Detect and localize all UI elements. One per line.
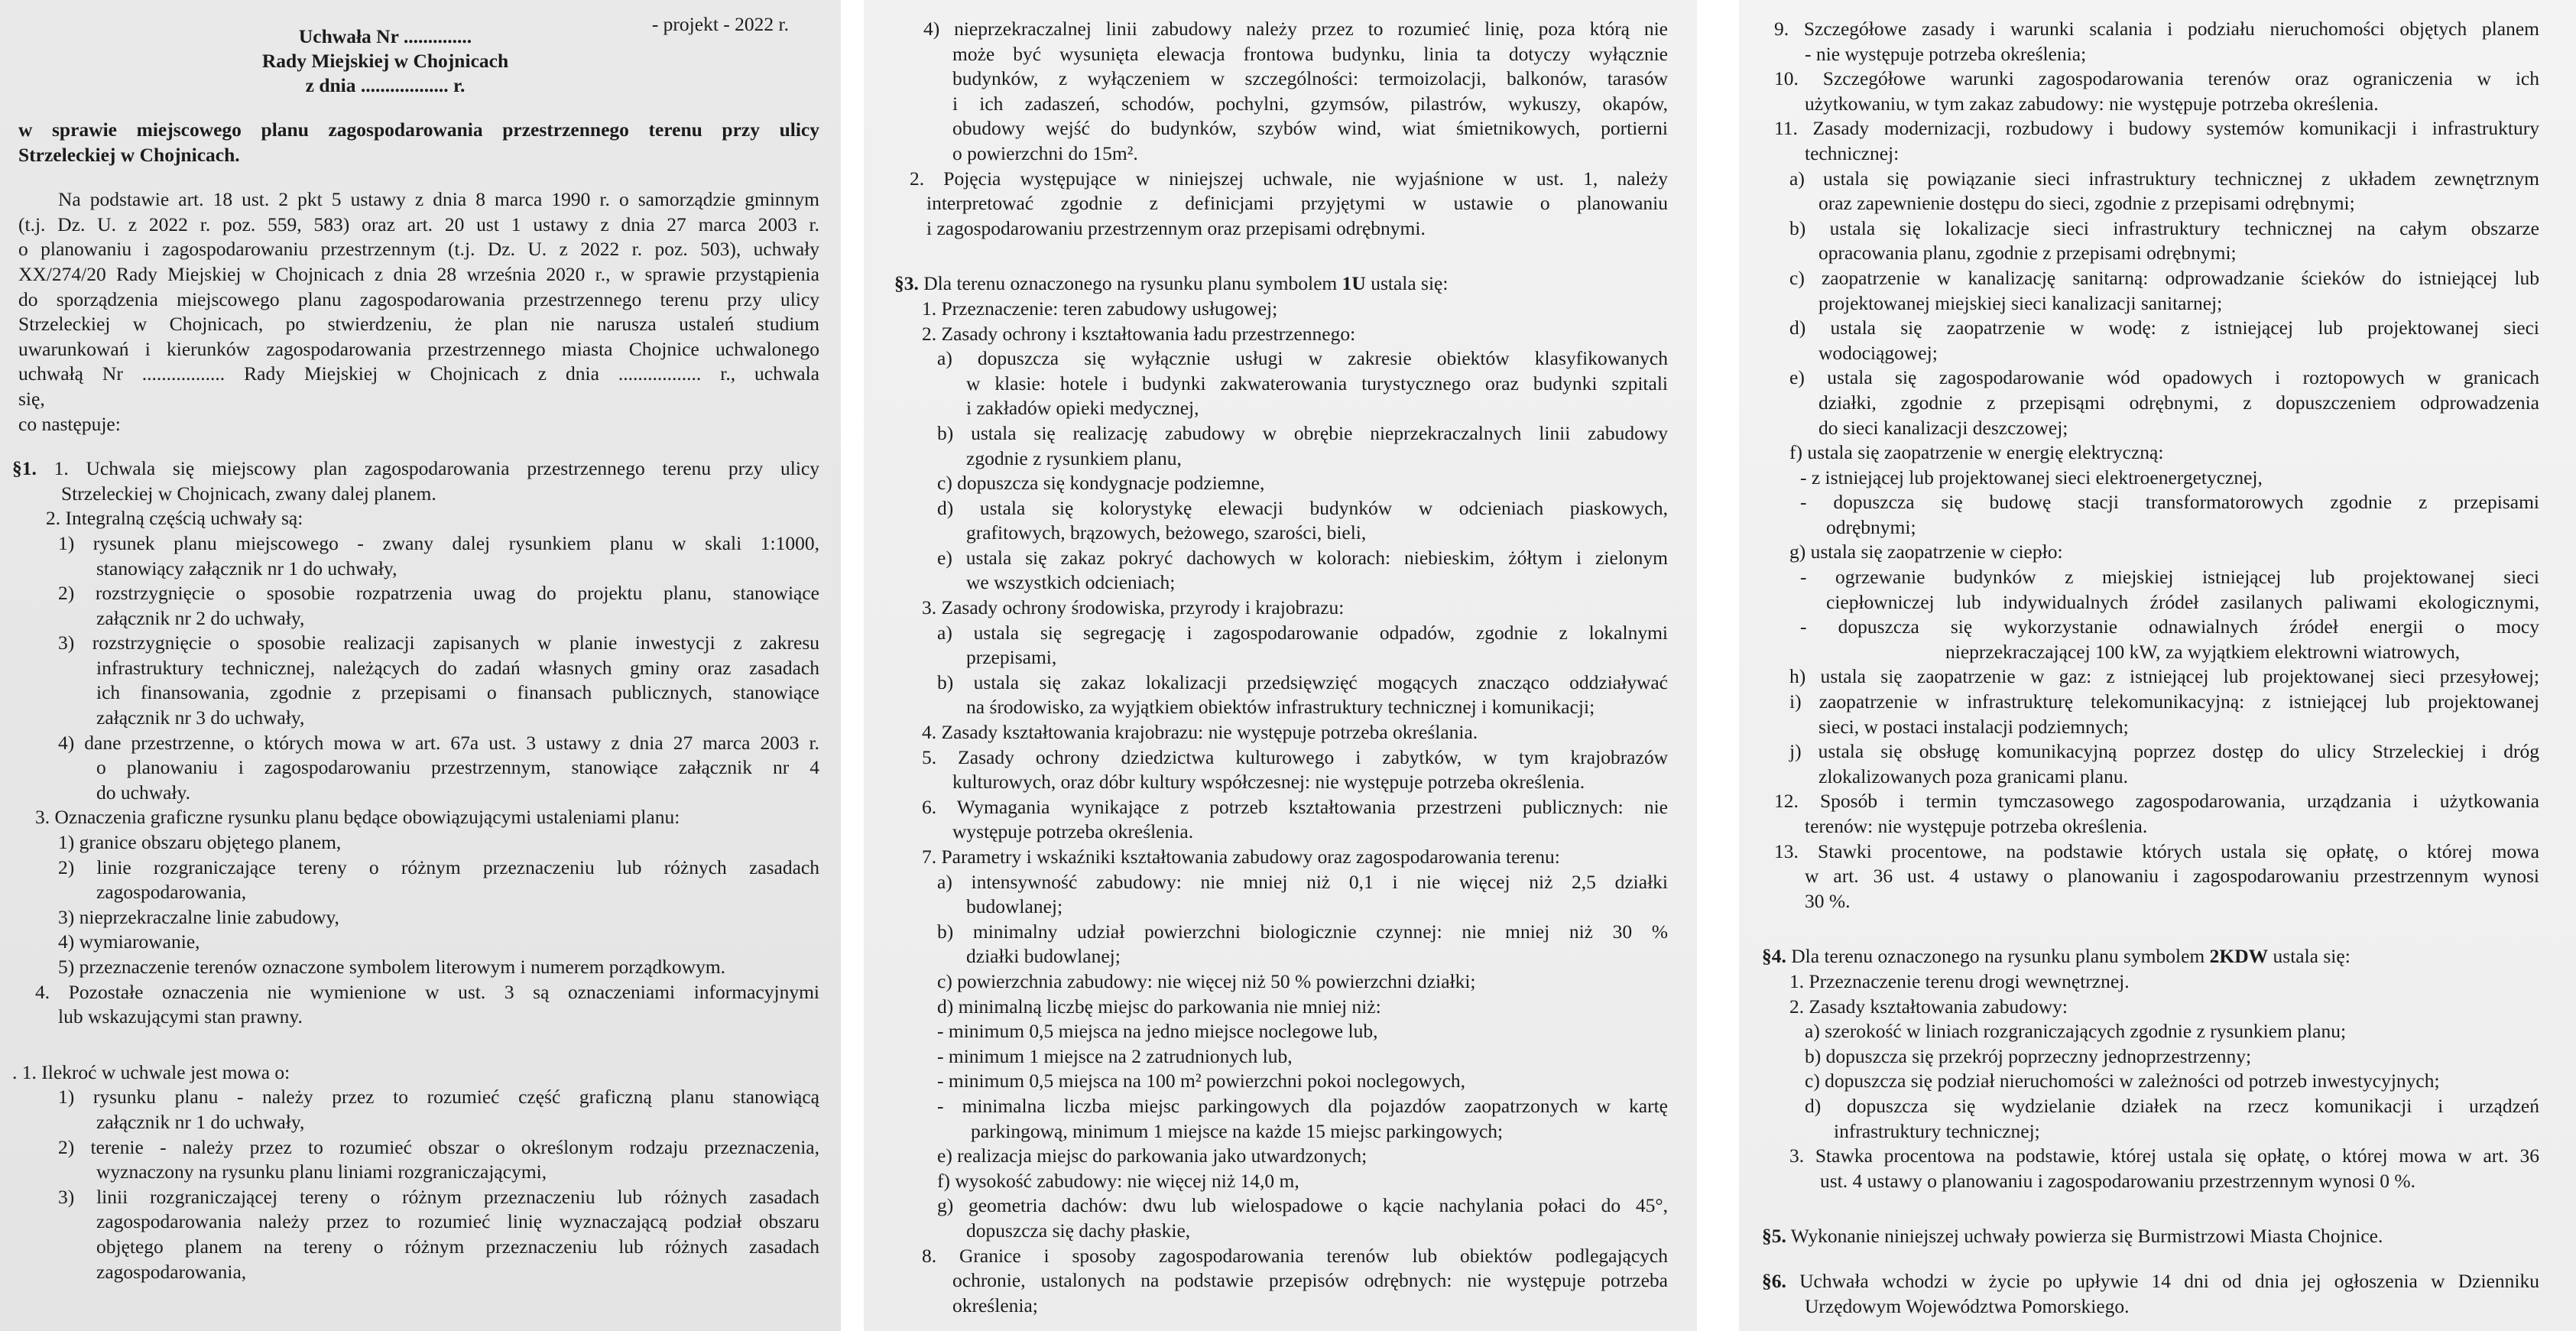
paragraph-3-line: 3. Zasady ochrony środowiska, przyrody i krajobrazu:: [922, 596, 1345, 619]
paragraph-1-line: 3. Oznaczenia graficzne rysunku planu będące obowiązującymi ustaleniami planu:: [35, 806, 680, 829]
preamble-line: się,: [18, 387, 45, 410]
paragraph-6: Urzędowym Województwa Pomorskiego.: [1805, 1294, 2130, 1317]
paragraph-3-line: 1. Przeznaczenie: teren zabudowy usługowej;: [922, 297, 1278, 320]
paragraph-3-line: 8. Granice i sposoby zagospodarowania terenów lub obiektów podlegających: [922, 1244, 1668, 1267]
paragraph-3-heading: §3. Dla terenu oznaczonego na rysunku planu symbolem 1U ustala się:: [894, 272, 1449, 295]
paragraph-3-line: f) wysokość zabudowy: nie więcej niż 14,0 m,: [937, 1169, 1299, 1192]
paragraph-2-line: 1) rysunku planu - należy przez to rozumieć część graficzną planu stanowiącą: [58, 1086, 819, 1109]
paragraph-2-line: załącznik nr 1 do uchwały,: [96, 1110, 305, 1133]
paragraph-3-line: a) ustala się powiązanie sieci infrastruktury technicznej z układem zewnętrznym: [1789, 167, 2539, 190]
paragraph-3-line: b) ustala się realizację zabudowy w obrębie nieprzekraczalnych linii zabudowy: [937, 421, 1668, 444]
paragraph-3-line: a) dopuszcza się wyłącznie usługi w zakresie obiektów klasyfikowanych: [937, 347, 1668, 370]
paragraph-3-line: działki, zgodnie z przepisąmi odrębnymi, z dopuszczeniem odprowadzenia: [1818, 391, 2539, 414]
paragraph-3-line: 10. Szczegółowe warunki zagospodarowania terenów oraz ograniczenia w ich: [1774, 67, 2539, 90]
paragraph-1-line: 3) rozstrzygnięcie o sposobie realizacji zapisanych w planie inwestycji z zakresu: [58, 631, 819, 654]
paragraph-1-line: 1) granice obszaru objętego planem,: [58, 831, 342, 854]
paragraph-3-line: technicznej:: [1805, 141, 1900, 164]
paragraph-3-line: j) ustala się obsługę komunikacyjną poprzez dostęp do ulicy Strzeleckiej i dróg: [1789, 740, 2539, 763]
paragraph-3-line: - minimum 0,5 miejsca na 100 m² powierzchni pokoi noclegowych,: [937, 1070, 1466, 1092]
paragraph-3-line: g) geometria dachów: dwu lub wielospadowe o kącie nachylania połaci do 45°,: [937, 1194, 1668, 1217]
paragraph-3-line: grafitowych, brązowych, beżowego, szarości, bieli,: [966, 521, 1367, 544]
paragraph-2-line: . 1. Ilekroć w uchwale jest mowa o:: [12, 1060, 290, 1083]
paragraph-3-line: 11. Zasady modernizacji, rozbudowy i budowy systemów komunikacji i infrastruktury: [1774, 117, 2539, 140]
paragraph-3-line: e) ustala się zagospodarowanie wód opadowych i roztopowych w granicach: [1789, 366, 2539, 389]
paragraph-4-line: 2. Zasady kształtowania zabudowy:: [1789, 995, 2068, 1018]
document-page-3: [1739, 0, 2576, 1331]
paragraph-3-line: a) intensywność zabudowy: nie mniej niż 0,1 i nie więcej niż 2,5 działki: [937, 870, 1668, 893]
resolution-title-line: w sprawie miejscowego planu zagospodarowania przestrzennego terenu przy ulicy: [18, 118, 819, 141]
paragraph-1-line: 1) rysunek planu miejscowego - zwany dalej rysunkiem planu w skali 1:1000,: [58, 531, 819, 554]
paragraph-3-line: przepisami,: [966, 646, 1057, 669]
paragraph-3-line: 12. Sposób i termin tymczasowego zagospodarowania, urządzania i użytkowania: [1774, 790, 2539, 813]
paragraph-3-line: - minimalna liczba miejsc parkingowych dla pojazdów zaopatrzonych w kartę: [937, 1094, 1668, 1117]
preamble-line: (t.j. Dz. U. z 2022 r. poz. 559, 583) oraz art. 20 ust 1 ustawy z dnia 27 marca 2003 r.: [18, 213, 819, 235]
paragraph-3-line: oraz zapewnienie dostępu do sieci, zgodnie z przepisami odrębnymi;: [1818, 192, 2355, 215]
paragraph-3-line: a) ustala się segregację i zagospodarowanie odpadów, zgodnie z lokalnymi: [937, 621, 1668, 644]
paragraph-1-line: załącznik nr 2 do uchwały,: [96, 606, 305, 629]
paragraph-3-line: parkingową, minimum 1 miejsce na każde 15 miejsc parkingowych;: [971, 1119, 1504, 1142]
paragraph-3-line: zgodnie z rysunkiem planu,: [966, 446, 1182, 469]
page-gap: [841, 0, 864, 1331]
paragraph-4-line: 3. Stawka procentowa na podstawie, której ustala się opłatę, o której mowa w art. 36: [1789, 1144, 2539, 1167]
paragraph-3-line: ciepłowniczej lub indywidualnych źródeł zasilanych paliwami ekologicznymi,: [1826, 590, 2539, 613]
paragraph-3-line: 4. Zasady kształtowania krajobrazu: nie występuje potrzeba określania.: [922, 721, 1478, 744]
paragraph-3-line: 5. Zasady ochrony dziedzictwa kulturowego i zabytków, w tym krajobrazów: [922, 745, 1668, 768]
paragraph-1-line: o planowaniu i zagospodarowaniu przestrzennym, stanowiące załącznik nr 4: [96, 756, 819, 779]
definition-line: może być wysunięta elewacja frontowa budynku, linia ta dotyczy wyłącznie: [952, 42, 1668, 65]
definition-line: obudowy wejść do budynków, szybów wind, wiat śmietnikowych, portierni: [952, 117, 1668, 140]
paragraph-1-line: 2) rozstrzygnięcie o sposobie rozpatrzenia uwag do projektu planu, stanowiące: [58, 582, 819, 605]
resolution-date: z dnia .................. r.: [305, 74, 466, 96]
paragraph-3-line: - dopuszcza się budowę stacji transformatorowych zgodnie z przepisami: [1800, 491, 2539, 514]
paragraph-3-line: projektowanej miejskiej sieci kanalizacji sanitarnej;: [1818, 291, 2223, 314]
preamble-line: Strzeleckiej w Chojnicach, po stwierdzeniu, że plan nie narusza ustaleń studium: [18, 313, 819, 336]
paragraph-3-line: użytkowaniu, w tym zakaz zabudowy: nie występuje potrzeba określenia.: [1805, 92, 2379, 115]
paragraph-3-line: - minimum 1 miejsce na 2 zatrudnionych lub,: [937, 1044, 1293, 1067]
paragraph-3-line: występuje potrzeba określenia.: [952, 820, 1194, 843]
paragraph-4-line: infrastruktury technicznej;: [1834, 1119, 2040, 1142]
paragraph-3-line: g) ustala się zaopatrzenie w ciepło:: [1789, 541, 2063, 563]
paragraph-1-line: 4) dane przestrzenne, o których mowa w art. 67a ust. 3 ustawy z dnia 27 marca 2003 r.: [58, 731, 819, 754]
paragraph-3-line: i zakładów opieki medycznej,: [966, 397, 1199, 420]
paragraph-3-line: d) minimalną liczbę miejsc do parkowania nie mniej niż:: [937, 995, 1381, 1018]
paragraph-3-line: na środowisko, za wyjątkiem obiektów infrastruktury technicznej i komunikacji;: [966, 696, 1595, 719]
draft-marker: - projekt - 2022 r.: [651, 13, 789, 35]
paragraph-3-line: 13. Stawki procentowe, na podstawie których ustala się opłatę, o której mowa: [1774, 839, 2539, 862]
paragraph-4-line: b) dopuszcza się przekrój poprzeczny jednoprzestrzenny;: [1805, 1044, 2252, 1067]
paragraph-1-line: §1. 1. Uchwala się miejscowy plan zagospodarowania przestrzennego terenu przy ulicy: [12, 457, 819, 480]
preamble-line: o planowaniu i zagospodarowaniu przestrzennym (t.j. Dz. U. z 2022 r. poz. 503), uchwały: [18, 238, 819, 261]
preamble-line: co następuje:: [18, 412, 121, 435]
paragraph-3-line: opracowania planu, zgodnie z przepisami odrębnymi;: [1818, 242, 2237, 265]
paragraph-3-line: - dopuszcza się wykorzystanie odnawialnych źródeł energii o mocy: [1800, 615, 2539, 638]
paragraph-3-line: h) ustala się zaopatrzenie w gaz: z istniejącej lub projektowanej sieci przesyłowej;: [1789, 665, 2539, 688]
definition-line: 4) nieprzekraczalnej linii zabudowy należy przez to rozumieć linię, poza którą nie: [923, 18, 1668, 40]
paragraph-6: §6. Uchwała wchodzi w życie po upływie 14 dni od dnia jej ogłoszenia w Dzienniku: [1762, 1269, 2539, 1292]
paragraph-2-line: zagospodarowania należy przez to rozumieć linię wyznaczającą podział obszaru: [96, 1210, 819, 1233]
resolution-header: [12, 13, 819, 107]
paragraph-2-line: wyznaczony na rysunku planu liniami rozgraniczającymi,: [96, 1161, 547, 1183]
paragraph-4-heading: §4. Dla terenu oznaczonego na rysunku planu symbolem 2KDW ustala się:: [1762, 945, 2351, 968]
resolution-number: Uchwała Nr ..............: [298, 25, 472, 47]
preamble-line: XX/274/20 Rady Miejskiej w Chojnicach z dnia 28 września 2020 r., w sprawie przystąpienia: [18, 262, 819, 285]
paragraph-2-line: zagospodarowania,: [96, 1260, 247, 1283]
paragraph-4-line: ust. 4 ustawy o planowaniu i zagospodarowaniu przestrzennym wynosi 0 %.: [1820, 1169, 2416, 1192]
paragraph-3-line: sieci, w postaci instalacji podziemnych;: [1818, 715, 2129, 738]
definition-line: i zagospodarowaniu przestrzennym oraz przepisami odrębnymi.: [926, 216, 1426, 239]
paragraph-3-line: - ogrzewanie budynków z miejskiej istniejącej lub projektowanej sieci: [1800, 566, 2539, 589]
paragraph-3-line: d) ustala się kolorystykę elewacji budynków w odcieniach piaskowych,: [937, 496, 1668, 519]
paragraph-3-line: 2. Zasady ochrony i kształtowania ładu przestrzennego:: [922, 322, 1356, 345]
paragraph-3-line: do sieci kanalizacji deszczowej;: [1818, 416, 2068, 439]
paragraph-3-line: b) minimalny udział powierzchni biologicznie czynnej: nie mniej niż 30 %: [937, 920, 1668, 943]
resolution-title-line: Strzeleckiej w Chojnicach.: [18, 143, 240, 166]
paragraph-3-line: terenów: nie występuje potrzeba określenia.: [1805, 815, 2148, 837]
paragraph-4-line: 1. Przeznaczenie terenu drogi wewnętrznej.: [1789, 969, 2130, 992]
definition-line: budynków, z wyłączeniem w szczególności: termoizolacji, balkonów, tarasów: [952, 67, 1668, 90]
paragraph-3-line: ochronie, ustalonych na podstawie przepisów odrębnych: nie występuje potrzeba: [952, 1269, 1668, 1292]
paragraph-3-line: e) ustala się zakaz pokryć dachowych w kolorach: niebieskim, żółtym i zielonym: [937, 546, 1668, 569]
preamble-line: do sporządzenia miejscowego planu zagospodarowania przestrzennego terenu przy ulicy: [18, 287, 819, 310]
paragraph-3-line: kulturowych, oraz dóbr kultury współczesnej: nie występuje potrzeba określenia.: [952, 771, 1585, 794]
paragraph-1-line: załącznik nr 3 do uchwały,: [96, 706, 305, 729]
paragraph-3-line: w klasie: hotele i budynki zakwaterowania turystycznego oraz budynki szpitali: [966, 372, 1668, 394]
paragraph-3-line: działki budowlanej;: [966, 945, 1121, 968]
paragraph-3-line: wodociągowej;: [1818, 341, 1938, 364]
paragraph-3-line: c) dopuszcza się kondygnacje podziemne,: [937, 472, 1265, 495]
council-name: Rady Miejskiej w Chojnicach: [261, 50, 509, 72]
paragraph-1-line: 3) nieprzekraczalne linie zabudowy,: [58, 905, 339, 928]
paragraph-3-line: f) ustala się zaopatrzenie w energię elektryczną:: [1789, 441, 2164, 464]
paragraph-1-line: do uchwały.: [96, 781, 190, 803]
paragraph-3-line: dopuszcza się dachy płaskie,: [966, 1219, 1191, 1242]
paragraph-3-line: 7. Parametry i wskaźniki kształtowania zabudowy oraz zagospodarowania terenu:: [922, 846, 1560, 868]
paragraph-1-line: infrastruktury technicznej, należących do zadań własnych gminy oraz zasadach: [96, 656, 819, 679]
preamble-line: uwarunkowań i kierunków zagospodarowania przestrzennego miasta Chojnice uchwalonego: [18, 337, 819, 360]
paragraph-1-line: 4. Pozostałe oznaczenia nie wymienione w ust. 3 są oznaczeniami informacyjnymi: [35, 980, 819, 1003]
paragraph-4-line: a) szerokość w liniach rozgraniczających zgodnie z rysunkiem planu;: [1805, 1020, 2347, 1043]
paragraph-1-line: ich finansowania, zgodnie z przepisami o finansach publicznych, stanowiące: [96, 681, 819, 704]
paragraph-3-line: 9. Szczegółowe zasady i warunki scalania i podziału nieruchomości objętych planem: [1774, 18, 2539, 40]
definition-line: o powierzchni do 15m².: [952, 141, 1138, 164]
page-gap: [1697, 0, 1739, 1331]
paragraph-3-line: b) ustala się zakaz lokalizacji przedsięwzięć mogących znacząco oddziaływać: [937, 670, 1668, 693]
preamble-line: uchwałą Nr ................. Rady Miejskiej w Chojnicach z dnia ................. r., uchwala: [18, 362, 819, 385]
paragraph-1-line: stanowiący załącznik nr 1 do uchwały,: [96, 557, 397, 579]
paragraph-3-line: - nie występuje potrzeba określenia;: [1805, 42, 2087, 65]
paragraph-1-line: zagospodarowania,: [96, 881, 247, 904]
paragraph-3-line: b) ustala się lokalizacje sieci infrastruktury technicznej na całym obszarze: [1789, 216, 2539, 239]
paragraph-3-line: - z istniejącej lub projektowanej sieci elektroenergetycznej,: [1800, 466, 2263, 489]
paragraph-1-line: Strzeleckiej w Chojnicach, zwany dalej planem.: [61, 482, 436, 505]
paragraph-1-line: 2) linie rozgraniczające tereny o różnym przeznaczeniu lub różnych zasadach: [58, 855, 819, 878]
paragraph-3-line: określenia;: [952, 1294, 1038, 1316]
paragraph-4-line: c) dopuszcza się podział nieruchomości w zależności od potrzeb inwestycyjnych;: [1805, 1070, 2440, 1092]
paragraph-2-line: objętego planem na tereny o różnym przeznaczeniu lub różnych zasadach: [96, 1235, 819, 1258]
paragraph-3-line: 6. Wymagania wynikające z potrzeb kształtowania przestrzeni publicznych: nie: [922, 795, 1668, 818]
paragraph-5: §5. Wykonanie niniejszej uchwały powierza się Burmistrzowi Miasta Chojnice.: [1762, 1225, 2383, 1248]
paragraph-3-line: odrębnymi;: [1826, 515, 1916, 538]
paragraph-3-line: nieprzekraczającej 100 kW, za wyjątkiem elektrowni wiatrowych,: [1945, 640, 2461, 663]
paragraph-3-line: we wszystkich odcieniach;: [966, 571, 1176, 594]
paragraph-3-line: c) powierzchnia zabudowy: nie więcej niż 50 % powierzchni działki;: [937, 969, 1476, 992]
paragraph-2-line: 2) terenie - należy przez to rozumieć obszar o określonym rodzaju przeznaczenia,: [58, 1135, 819, 1158]
paragraph-3-line: 30 %.: [1805, 889, 1851, 912]
paragraph-1-line: 2. Integralną częścią uchwały są:: [46, 507, 303, 530]
definition-line: 2. Pojęcia występujące w niniejszej uchwale, nie wyjaśnione w ust. 1, należy: [910, 167, 1668, 190]
paragraph-3-line: - minimum 0,5 miejsca na jedno miejsce noclegowe lub,: [937, 1020, 1378, 1043]
document-page-1: [0, 0, 841, 1331]
definition-line: i ich zadaszeń, schodów, pochylni, gzymsów, pilastrów, wykuszy, okapów,: [952, 92, 1668, 115]
document-page-2: [864, 0, 1697, 1331]
paragraph-2-line: 3) linii rozgraniczającej tereny o różnym przeznaczeniu lub różnych zasadach: [58, 1185, 819, 1208]
paragraph-3-line: budowlanej;: [966, 895, 1063, 918]
paragraph-3-line: d) ustala się zaopatrzenie w wodę: z istniejącej lub projektowanej sieci: [1789, 317, 2539, 339]
paragraph-3-line: e) realizacja miejsc do parkowania jako utwardzonych;: [937, 1144, 1367, 1167]
paragraph-1-line: 5) przeznaczenie terenów oznaczone symbolem literowym i numerem porządkowym.: [58, 956, 726, 978]
paragraph-3-line: c) zaopatrzenie w kanalizację sanitarną: odprowadzanie ścieków do istniejącej lub: [1789, 266, 2539, 289]
paragraph-3-line: zlokalizowanych poza granicami planu.: [1818, 765, 2128, 787]
paragraph-1-line: lub wskazującymi stan prawny.: [58, 1005, 303, 1028]
paragraph-3-line: w art. 36 ust. 4 ustawy o planowaniu i zagospodarowaniu przestrzennym wynosi: [1805, 865, 2539, 888]
definition-line: interpretować zgodnie z definicjami przyjętymi w ustawie o planowaniu: [926, 192, 1668, 215]
paragraph-4-line: d) dopuszcza się wydzielanie działek na rzecz komunikacji i urządzeń: [1805, 1094, 2539, 1117]
paragraph-1-line: 4) wymiarowanie,: [58, 930, 200, 953]
preamble-line: Na podstawie art. 18 ust. 2 pkt 5 ustawy z dnia 8 marca 1990 r. o samorządzie gminnym: [58, 188, 819, 211]
paragraph-3-line: i) zaopatrzenie w infrastrukturę telekomunikacyjną: z istniejącej lub projektowanej: [1789, 690, 2539, 713]
